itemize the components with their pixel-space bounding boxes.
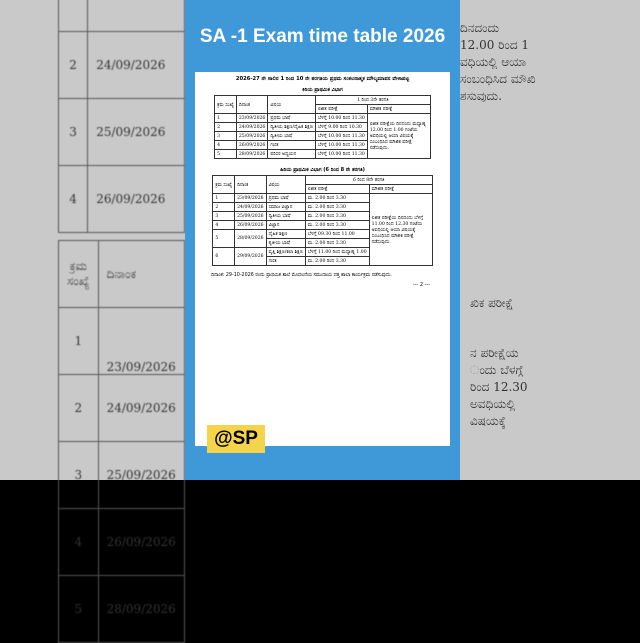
table-cell: ಬೆಳಗ್ಗೆ 11.00 ರಿಂದ ಮಧ್ಯಾಹ್ನ 1.00	[305, 248, 369, 257]
table-cell: ಗಣಿತ	[266, 257, 305, 266]
table-cell: ಬೆಳಗ್ಗೆ 9.00 ರಿಂದ 10.30	[315, 123, 367, 132]
table-cell: ಲಿಖಿತ ಪರೀಕ್ಷೆ	[305, 185, 369, 194]
bg-row	[59, 99, 185, 166]
table-cell: 29/09/2026	[235, 248, 266, 266]
table-cell: 24/09/2026	[88, 32, 185, 99]
timetable-document	[195, 72, 450, 446]
bg-row	[59, 166, 185, 233]
table-cell: 26/09/2026	[88, 166, 185, 233]
table-cell: 26/09/2026	[235, 221, 266, 230]
table-cell: 28/09/2026	[236, 150, 267, 159]
table-cell: ಲಿಖಿತ ಪರೀಕ್ಷೆ	[315, 105, 367, 114]
background-right-text-top: ದಿನದಂದು 12.00 ರಿಂದ 1 ವಧಿಯಲ್ಲಿ ಆಯಾ ಸಂಬಂಧಿಸಿದ ಮೌಖಿ ಶಸುವುದು.	[460, 21, 536, 103]
table-cell: ಕ್ರಮ ಸಂಖ್ಯೆ	[59, 241, 99, 308]
document-heading: 2026-27 ನೇ ಸಾಲಿನ 1 ರಿಂದ 10 ನೇ ತರಗತಿಯ ಪ್ರಥಮ ಸಂಕಲನಾತ್ಮಕ ಮೌಲ್ಯಮಾಪನ ವೇಳಾಪಟ್ಟಿ	[235, 76, 410, 82]
table-cell: 28/09/2026	[235, 230, 266, 248]
table-cell: ಕ್ರಮ ಸಂಖ್ಯೆ	[215, 96, 237, 114]
table-cell: ಬೆಳಗ್ಗೆ 10.00 ರಿಂದ 11.30	[315, 141, 367, 150]
table-cell: ದ್ವಿತೀಯ ಭಾಷೆ	[268, 132, 316, 141]
table-cell: ದೈಹಿಕ ಶಿಕ್ಷಣ	[266, 230, 305, 239]
video-title: SA -1 Exam time table 2026	[199, 26, 446, 47]
table-cell: 5	[213, 230, 235, 248]
table-cell: 5	[59, 576, 99, 643]
table-cell: 28/09/2026	[98, 576, 184, 643]
background-left-table-top	[58, 0, 185, 233]
table-cell: 3	[59, 442, 99, 509]
table-cell: 2	[213, 203, 235, 212]
table-cell: 25/09/2026	[235, 212, 266, 221]
table-cell: 24/09/2026	[98, 375, 184, 442]
table-cell: ಮೌಖಿಕ ಪರೀಕ್ಷೆ	[369, 185, 432, 194]
background-left-blurred	[0, 0, 185, 616]
table-cell: 1	[215, 114, 237, 123]
table-cell: 23/09/2026	[236, 114, 267, 123]
center-panel	[185, 0, 460, 480]
watermark-logo: @SP	[207, 425, 265, 453]
table-cell: ಪ್ರಥಮ ಭಾಷೆ	[266, 194, 305, 203]
section1-oral-note: ಲಿಖಿತ ಪರೀಕ್ಷೆಯ ದಿನದಂದು ಮಧ್ಯಾಹ್ನ 12.00 ರಿಂದ 1.00 ಗಂಟೆಯ ಅವಧಿಯಲ್ಲಿ ಆಯಾ ವಿಷಯಕ್ಕೆ ಸಂಬಂಧಿಸಿದ ಮೌಖಿಕ ಪರೀಕ್ಷೆ ನಡೆಸುವುದು.	[367, 114, 430, 159]
table-cell: 4	[59, 166, 88, 233]
table-cell: 24/09/2026	[235, 203, 266, 212]
table-cell: ಮ. 2.00 ರಿಂದ 3.30	[305, 203, 369, 212]
table-cell: ಮ. 2.00 ರಿಂದ 3.30	[305, 221, 369, 230]
table-cell: 25/09/2026	[236, 132, 267, 141]
table-cell: ಮ. 2.00 ರಿಂದ 3.30	[305, 239, 369, 248]
table-cell: ವೃತ್ತಿ ಶಿಕ್ಷಣ/ಕಲಾ ಶಿಕ್ಷಣ	[266, 248, 305, 257]
table-cell: 23/09/2026	[235, 194, 266, 203]
table-cell: ತೃತೀಯ ಭಾಷೆ	[266, 239, 305, 248]
table-cell: ವಿಜ್ಞಾನ	[266, 221, 305, 230]
table-cell: ಮ. 2.00 ರಿಂದ 3.30	[305, 212, 369, 221]
table-cell: ದ್ವಿತೀಯ ಭಾಷೆ	[266, 212, 305, 221]
table-cell: 6	[213, 248, 235, 266]
table-cell: ಮೌಖಿಕ ಪರೀಕ್ಷೆ	[367, 105, 430, 114]
table-cell: 6 ರಿಂದ 8ನೇ ತರಗತಿ	[305, 176, 432, 185]
table-cell: ಪ್ರಥಮ ಭಾಷೆ	[268, 114, 316, 123]
table-cell: 1	[213, 194, 235, 203]
background-right-header: ಖಿಕ ಪರೀಕ್ಷೆ	[470, 296, 514, 310]
table-cell: ದಿನಾಂಕ	[235, 176, 266, 194]
table-row	[213, 194, 432, 203]
bg-row	[59, 32, 185, 99]
table-cell: 4	[59, 509, 99, 576]
table-cell: 1 ರಿಂದ 3ನೇ ತರಗತಿ	[315, 96, 430, 105]
table-cell: ಬೆಳಗ್ಗೆ 10.00 ರಿಂದ 11.30	[315, 132, 367, 141]
page-number: --- 2 ---	[412, 282, 430, 288]
table-row	[215, 114, 431, 123]
table-cell: 4	[213, 221, 235, 230]
table-cell: ಗಣಿತ	[268, 141, 316, 150]
table-cell: ಕ್ರಮ ಸಂಖ್ಯೆ	[213, 176, 235, 194]
table-cell: 4	[215, 141, 237, 150]
table-cell: ದ್ವಿತೀಯ ಶಿಕ್ಷಣ/ದೈಹಿಕ ಶಿಕ್ಷಣ	[268, 123, 316, 132]
table-cell: 3	[59, 99, 88, 166]
table-cell: 3	[215, 132, 237, 141]
table-cell: ದಿನಾಂಕ	[236, 96, 267, 114]
table-cell: 2	[59, 375, 99, 442]
table-cell: 25/09/2026	[98, 442, 184, 509]
table-cell	[59, 0, 88, 32]
table-cell: 3	[213, 212, 235, 221]
table-cell: 25/09/2026	[88, 99, 185, 166]
table-cell: 26/09/2026	[98, 509, 184, 576]
table-cell: ಪರಿಸರ ಅಧ್ಯಯನ	[268, 150, 316, 159]
table-cell: ಮ. 2.00 ರಿಂದ 3.30	[305, 194, 369, 203]
table-cell: ವಿಷಯ	[268, 96, 316, 114]
table-cell: 2	[59, 32, 88, 99]
section2-title: ಹಿರಿಯ ಪ್ರಾಥಮಿಕ ವಿಭಾಗ (6 ರಿಂದ 8 ನೇ ತರಗತಿ)	[280, 167, 365, 173]
table-cell: ಮ. 2.00 ರಿಂದ 3.30	[305, 257, 369, 266]
section2-table	[212, 175, 432, 266]
table-cell: ದಿನಾಂಕ	[98, 241, 184, 308]
background-right-blurred	[460, 0, 640, 480]
table-cell: 5	[215, 150, 237, 159]
section2-oral-note: ಲಿಖಿತ ಪರೀಕ್ಷೆಯ ದಿನದಂದು ಬೆಳಗ್ಗೆ 11.00 ರಿಂದ 12.30 ಗಂಟೆಯ ಅವಧಿಯಲ್ಲಿ ಆಯಾ ವಿಷಯಕ್ಕೆ ಸಂಬಂಧಿಸಿದ ಮೌಖಿಕ ಪರೀಕ್ಷೆ ನಡೆಸುವುದು.	[369, 194, 432, 266]
footer-note: ದಿನಾಂಕ: 29-10-2026 ರಂದು ಪ್ರಾಥಮಿಕ ಶಾಲೆ ಮೊದಲನೆಯ ಸಮುದಾಯ ದತ್ತ ಶಾಲಾ ಕಾರ್ಯಕ್ರಮ ನಡೆಸುವುದು.	[211, 273, 392, 278]
table-cell: 1	[59, 308, 99, 375]
table-cell: ಬೆಳಗ್ಗೆ 10.00 ರಿಂದ 11.30	[315, 150, 367, 159]
table-cell: 23/09/2026	[98, 308, 184, 375]
table-cell: ವಿಷಯ	[266, 176, 305, 194]
background-left-table-bottom	[58, 240, 185, 643]
table-cell: ಬೆಳಗ್ಗೆ 09.30 ರಿಂದ 11.00	[305, 230, 369, 239]
table-cell: 26/09/2026	[236, 141, 267, 150]
section1-title: ಕಿರಿಯ ಪ್ರಾಥಮಿಕ ವಿಭಾಗ	[302, 87, 343, 93]
table-cell	[88, 0, 185, 32]
table-cell: ಬೆಳಗ್ಗೆ 10.00 ರಿಂದ 11.30	[315, 114, 367, 123]
background-right-text-bottom: ನ ಪರೀಕ್ಷೆಯ ಂದು ಬೆಳಗ್ಗೆ ರಿಂದ 12.30 ಅವಧಿಯಲ್ಲಿ ವಿಷಯಕ್ಕೆ	[470, 346, 528, 428]
table-cell: 2	[215, 123, 237, 132]
table-cell: ಸಮಾಜ ವಿಜ್ಞಾನ	[266, 203, 305, 212]
table-cell: 24/09/2026	[236, 123, 267, 132]
section1-table	[214, 95, 431, 159]
